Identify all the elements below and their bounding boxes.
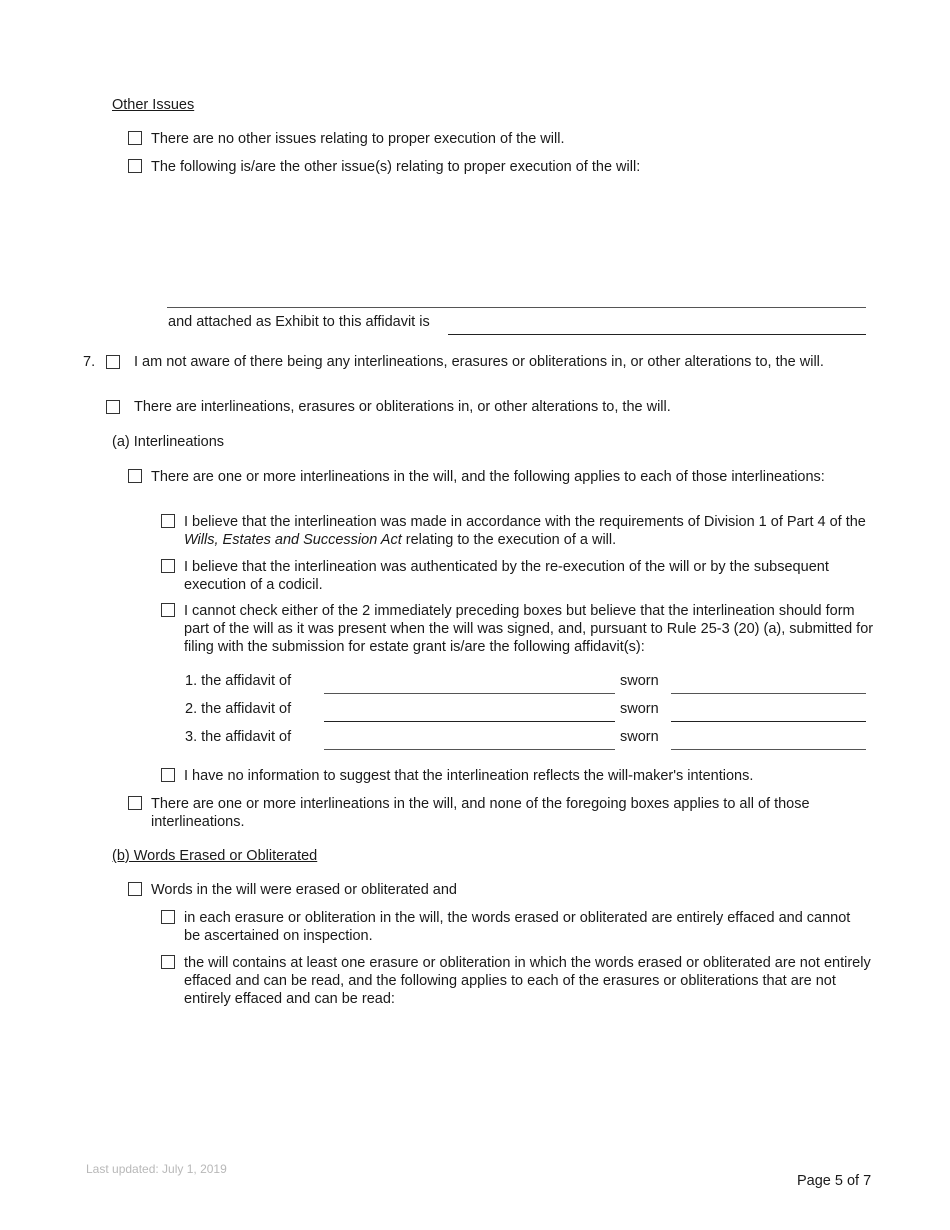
last-updated: Last updated: July 1, 2019 [86,1162,227,1176]
affidavit-1-name-field[interactable] [324,674,615,694]
other-issues-heading: Other Issues [112,97,195,113]
cannot-check-checkbox[interactable] [161,603,175,617]
effaced-label: in each erasure or obliteration in the will, the words erased or obliterated are entirely effaced and cannot be ascertained on inspection. [184,910,851,944]
none-applies-label: There are one or more interlineations in the will, and none of the foregoing boxes applies to all of those interlineations. [151,796,810,830]
act-title: Wills, Estates and Succession Act [184,532,402,548]
affidavit-2-label: 2. the affidavit of [185,701,292,717]
interlineations-heading: (a) Interlineations [112,434,225,450]
other-issues-following-checkbox[interactable] [128,159,142,173]
affidavit-1-label: 1. the affidavit of [185,673,292,689]
affidavit-2-name-field[interactable] [324,702,615,722]
no-info-label: I have no information to suggest that the interlineation reflects the will-maker's intentions. [184,768,754,784]
affidavit-1-sworn-field[interactable] [671,674,866,694]
readable-label: the will contains at least one erasure or obliteration in which the words erased or obliterated are not entirely effaced and can be read, and the following applies to each of the erasures or obliterations that are not entirely effaced and can be read: [184,955,871,1007]
requirements-checkbox[interactable] [161,514,175,528]
words-erased-checkbox[interactable] [128,882,142,896]
authenticated-label: I believe that the interlineation was authenticated by the re-execution of the will or by the subsequent execution of a codicil. [184,559,829,593]
other-issues-text-area-line[interactable] [167,307,866,308]
none-applies-checkbox[interactable] [128,796,142,810]
exhibit-field[interactable] [448,315,866,335]
interlineations-label: There are one or more interlineations in the will, and the following applies to each of those interlineations: [151,469,825,485]
affidavit-2-sworn-field[interactable] [671,702,866,722]
no-other-issues-checkbox[interactable] [128,131,142,145]
no-info-checkbox[interactable] [161,768,175,782]
no-other-issues-label: There are no other issues relating to proper execution of the will. [151,131,565,147]
affidavit-3-sworn-field[interactable] [671,730,866,750]
other-issues-following-label: The following is/are the other issue(s) relating to proper execution of the will: [151,159,641,175]
authenticated-checkbox[interactable] [161,559,175,573]
words-erased-label: Words in the will were erased or obliterated and [151,882,458,898]
affidavit-3-name-field[interactable] [324,730,615,750]
affidavit-3-label: 3. the affidavit of [185,729,292,745]
readable-checkbox[interactable] [161,955,175,969]
cannot-check-label: I cannot check either of the 2 immediately preceding boxes but believe that the interlineation should form part of the will as it was present when the will was signed, and, pursuant to Rule 25-3 (20) (a), submitted for filing with the submission for estate grant is/are the following affidavit(s): [184,603,874,655]
exhibit-label: and attached as Exhibit to this affidavit is [168,314,430,330]
effaced-checkbox[interactable] [161,910,175,924]
requirements-label [184,513,874,549]
affidavit-2-sworn-label: sworn [620,701,659,717]
alterations-label: There are interlineations, erasures or obliterations in, or other alterations to, the will. [134,399,671,415]
affidavit-1-sworn-label: sworn [620,673,659,689]
affidavit-3-sworn-label: sworn [620,729,659,745]
interlineations-checkbox[interactable] [128,469,142,483]
not-aware-checkbox[interactable] [106,355,120,369]
requirements-text-pre: I believe that the interlineation was made in accordance with the requirements of Division 1 of Part 4 of the [184,514,866,530]
section-number: 7. [83,354,96,370]
alterations-checkbox[interactable] [106,400,120,414]
page-number: Page 5 of 7 [797,1173,872,1189]
erased-heading: (b) Words Erased or Obliterated [112,848,318,864]
requirements-text-post: relating to the execution of a will. [401,532,617,548]
not-aware-label: I am not aware of there being any interlineations, erasures or obliterations in, or other alterations to, the will. [134,354,824,370]
